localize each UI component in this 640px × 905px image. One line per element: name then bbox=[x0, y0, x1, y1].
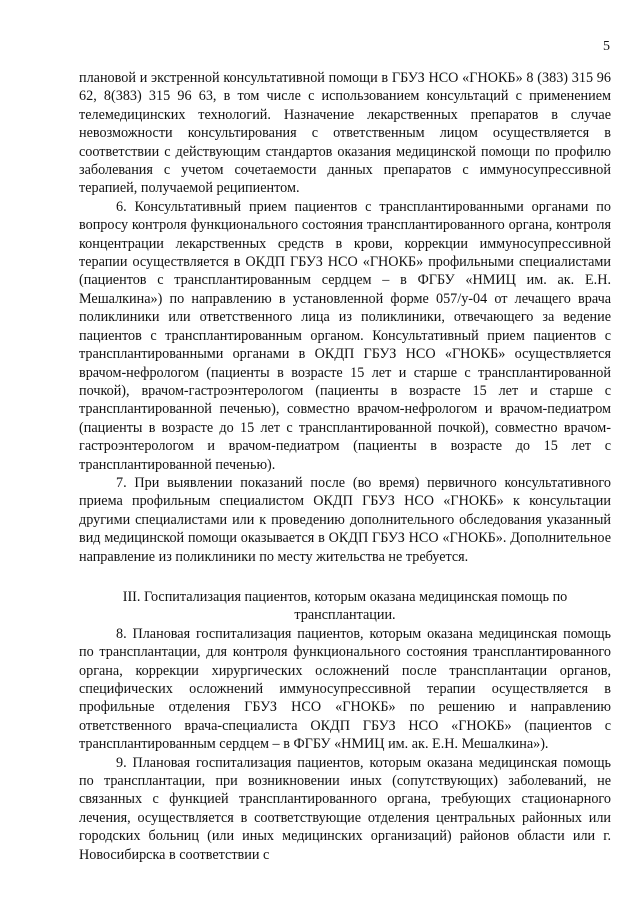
paragraph-continuation: плановой и экстренной консультативной помощи в ГБУЗ НСО «ГНОКБ» 8 (383) 315 96 62, 8(383) 315 96 63, в том числе с использованием консультаций с применением телемедицинских технологий. Назначение лекарственных препаратов в случае невозможности консультирования с ответственным лицом осуществляется в соответствии с действующим стандартов оказания медицинской помощи по профилю заболевания с учетом сочетаемости данных препаратов с иммуносупрессивной терапией, получаемой реципиентом. bbox=[79, 70, 611, 197]
paragraph-8: 8. Плановая госпитализация пациентов, которым оказана медицинская помощь по трансплантации, для контроля функционального состояния трансплантированного органа, коррекции хирургических осложнений после трансплантации органов, специфических осложнений иммуносупрессивной терапии осуществляется в профильные отделения ГБУЗ НСО «ГНОКБ» по решению и направлению ответственного врача-специалиста ОКДП ГБУЗ НСО «ГНОКБ» (пациентов с трансплантированным сердцем – в ФГБУ «НМИЦ им. ак. Е.Н. Мешалкина»). bbox=[79, 625, 611, 753]
section-title: III. Госпитализация пациентов, которым оказана медицинская помощь по трансплантации. bbox=[122, 588, 568, 624]
page-number: 5 bbox=[603, 39, 610, 54]
document-body bbox=[79, 69, 611, 864]
paragraph-7: 7. При выявлении показаний после (во время) первичного консультативного приема профильным специалистом ОКДП ГБУЗ НСО «ГНОКБ» к консультации другими специалистами или к проведению дополнительного обследования указанный вид медицинской помощи оказывается в ОКДП ГБУЗ НСО «ГНОКБ». Дополнительное направление из поликлиники по месту жительства не требуется. bbox=[79, 474, 611, 565]
paragraph-6: 6. Консультативный прием пациентов с трансплантированными органами по вопросу контроля функционального состояния трансплантированного органа, контроля концентрации лекарственных средств в крови, коррекции иммуносупрессивной терапии осуществляется в ОКДП ГБУЗ НСО «ГНОКБ» профильными специалистами (пациентов с трансплантированным сердцем – в ФГБУ «НМИЦ им. ак. Е.Н. Мешалкина») по направлению в установленной форме 057/у-04 от лечащего врача поликлиники или ответственного лица из поликлиники, отвечающего за ведение пациентов с трансплантированным органом. Консультативный прием пациентов с трансплантированными органами в ОКДП ГБУЗ НСО «ГНОКБ» осуществляется врачом-нефрологом (пациенты в возрасте 15 лет и старше с трансплантированной почкой), врачом-гастроэнтерологом (пациенты в возрасте 15 лет и старше с трансплантированной печенью), совместно врачом-нефрологом и врачом-педиатром (пациенты в возрасте до 15 лет с трансплантированной почкой), совместно врачом-гастроэнтерологом и врачом-педиатром (пациенты в возрасте до 15 лет с трансплантированной печенью). bbox=[79, 198, 611, 473]
paragraph-9: 9. Плановая госпитализация пациентов, которым оказана медицинская помощь по трансплантации, при возникновении иных (сопутствующих) заболеваний, не связанных с функцией трансплантированного органа, требующих стационарного лечения, осуществляется в соответствующие отделения центральных районных или городских больниц (или иных медицинских организаций) районов области или г. Новосибирска в соответствии с bbox=[79, 754, 611, 863]
